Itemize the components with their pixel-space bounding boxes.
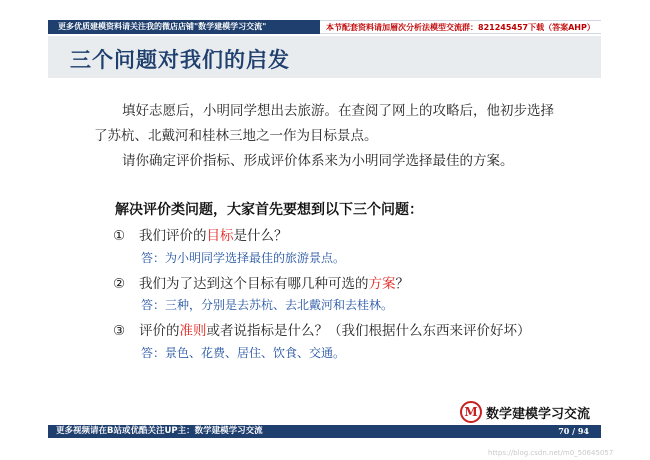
slide-title: 三个问题对我们的启发 <box>70 47 290 72</box>
logo-text: 数学建模学习交流 <box>486 406 591 422</box>
question-keyword: 方案 <box>368 276 396 292</box>
question-text-end: 是什么？ <box>233 228 288 244</box>
question-text-end: 或者说指标是什么？（我们根据什么东西来评价好坏） <box>206 323 531 339</box>
question-number: ① <box>113 228 126 244</box>
intro-paragraph-line-3: 请你确定评价指标、形成评价体系来为小明同学选择最佳的方案。 <box>122 153 514 169</box>
section-heading: 解决评价类问题，大家首先要想到以下三个问题： <box>115 202 423 218</box>
m-logo-icon: M <box>460 401 482 423</box>
question-text: 评价的 <box>139 323 180 339</box>
question-keyword: 目标 <box>206 228 234 244</box>
title-bar <box>48 36 601 78</box>
question-3 <box>113 319 531 339</box>
answer-3: 答：景色、花费、居住、饮食、交通。 <box>141 346 346 360</box>
question-text: 我们为了达到这个目标有哪几种可选的 <box>139 276 369 292</box>
question-1 <box>113 224 288 244</box>
question-text: 我们评价的 <box>139 228 207 244</box>
top-banner <box>48 20 601 34</box>
answer-1: 答：为小明同学选择最佳的旅游景点。 <box>141 251 346 265</box>
page-number: 70 / 94 <box>558 426 589 436</box>
intro-paragraph-line-1: 填好志愿后，小明同学想出去旅游。在查阅了网上的攻略后，他初步选择 <box>122 103 554 119</box>
footer-text: 更多视频请在B站或优酷关注UP主：数学建模学习交流 <box>56 426 263 436</box>
footer-bar <box>48 425 601 438</box>
top-banner-right-text: 本节配套资料请加層次分析法模型交流群：821245457下载（答案AHP） <box>320 20 601 34</box>
top-banner-left-text: 更多优质建模资料请关注我的微店店铺"数学建模学习交流" <box>48 20 320 34</box>
question-2 <box>113 272 409 292</box>
watermark-url: https://blog.csdn.net/m0_50645057 <box>488 449 614 457</box>
brand-logo <box>460 401 590 423</box>
question-number: ② <box>113 276 126 292</box>
answer-2: 答：三种，分别是去苏杭、去北戴河和去桂林。 <box>141 298 394 312</box>
question-keyword: 准则 <box>179 323 207 339</box>
question-text-end: ？ <box>395 276 409 292</box>
question-number: ③ <box>113 323 126 339</box>
intro-paragraph-line-2: 了苏杭、北戴河和桂林三地之一作为目标景点。 <box>94 128 378 144</box>
